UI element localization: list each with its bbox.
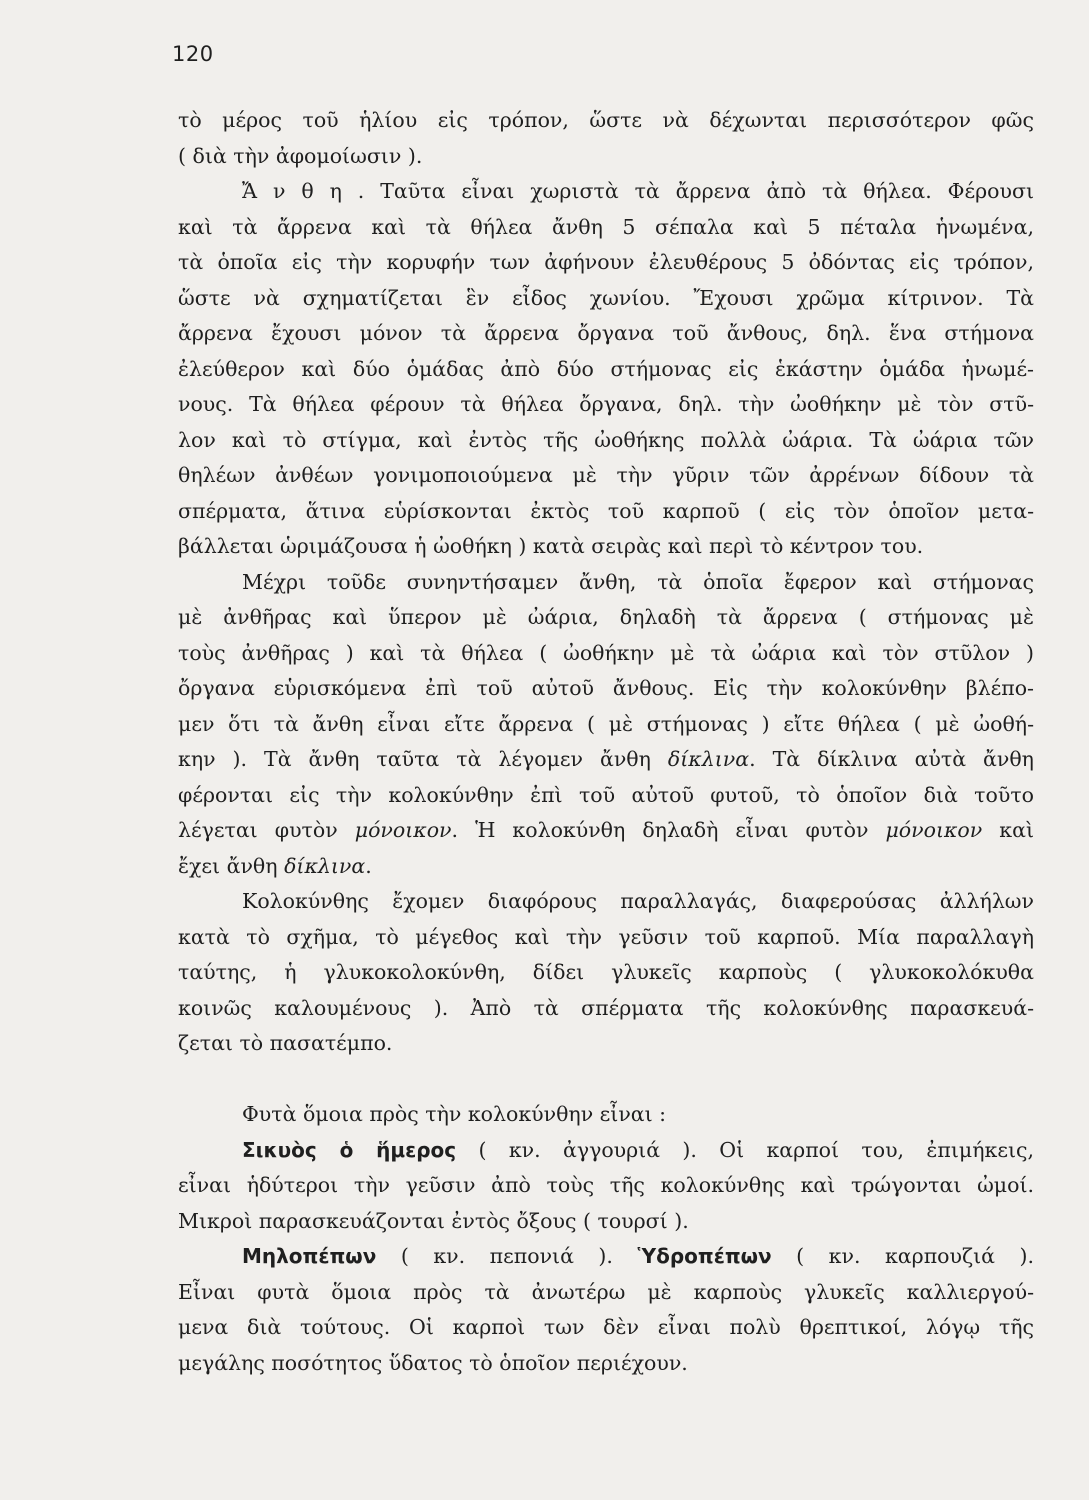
text-line: Φυτὰ ὅμοια πρὸς τὴν κολοκύνθην εἶναι : bbox=[242, 1102, 667, 1126]
bold-term: Μηλοπέπων bbox=[242, 1244, 377, 1268]
text-line: καὶ τὰ ἄρρενα καὶ τὰ θήλεα ἄνθη 5 σέπαλα καὶ 5 πέταλα ἡνωμένα, bbox=[178, 214, 1034, 239]
text-span: . bbox=[365, 853, 372, 878]
text-line: ἄρρενα ἔχουσι μόνον τὰ ἄρρενα ὄργανα τοῦ ἄνθους, δηλ. ἕνα στήμονα bbox=[178, 321, 1034, 345]
text-line: ταύτης, ἡ γλυκοκολοκύνθη, δίδει γλυκεῖς καρποὺς ( γλυκοκολόκυθα bbox=[178, 960, 1034, 984]
text-line: λον καὶ τὸ στίγμα, καὶ ἐντὸς τῆς ὠοθήκης πολλὰ ὠάρια. Τὰ ὠάρια τῶν bbox=[178, 427, 1034, 452]
text-span: ἔχει ἄνθη bbox=[178, 853, 278, 878]
text-line: μεγάλης ποσότητος ὕδατος τὸ ὁποῖον περιέχουν. bbox=[178, 1350, 688, 1375]
text-line: ζεται τὸ πασατέμπο. bbox=[178, 1031, 393, 1055]
text-line: Μέχρι τοῦδε συνηντήσαμεν ἄνθη, τὰ ὁποῖα ἔφερον καὶ στήμονας bbox=[242, 569, 1034, 594]
text-span: κην ). Τὰ ἄνθη ταῦτα τὰ λέγομεν ἄνθη bbox=[178, 747, 651, 771]
text-line: νους. Τὰ θήλεα φέρουν τὰ θήλεα ὄργανα, δηλ. τὴν ὠοθήκην μὲ τὸν στῦ- bbox=[178, 392, 1034, 416]
page-number: 120 bbox=[172, 42, 214, 66]
italic-term: μόνοικον bbox=[354, 818, 452, 842]
text-span: καὶ bbox=[999, 818, 1034, 842]
text-span: ( κν. καρπουζιά ). bbox=[771, 1244, 1034, 1268]
bold-term: Ὑδροπέπων bbox=[637, 1244, 772, 1268]
text-line: τοὺς ἀνθῆρας ) καὶ τὰ θήλεα ( ὠοθήκην μὲ τὰ ὠάρια καὶ τὸν στῦλον ) bbox=[178, 640, 1034, 665]
text-line: βάλλεται ὡριμάζουσα ἡ ὠοθήκη ) κατὰ σειρὰς καὶ περὶ τὸ κέντρον του. bbox=[178, 534, 924, 558]
text-line: ἐλεύθερον καὶ δύο ὁμάδας ἀπὸ δύο στήμονας εἰς ἑκάστην ὁμάδα ἡνωμέ- bbox=[178, 356, 1034, 381]
italic-term: δίκλινα bbox=[667, 747, 750, 771]
text-line: τὸ μέρος τοῦ ἡλίου εἰς τρόπον, ὥστε νὰ δέχωνται περισσότερον φῶς bbox=[178, 108, 1034, 132]
text-line bbox=[178, 742, 1034, 778]
text-line bbox=[178, 849, 1034, 885]
text-line: κατὰ τὸ σχῆμα, τὸ μέγεθος καὶ τὴν γεῦσιν τοῦ καρποῦ. Μία παραλλαγὴ bbox=[178, 924, 1034, 949]
text-line: εἶναι ἡδύτεροι τὴν γεῦσιν ἀπὸ τοὺς τῆς κολοκύνθης καὶ τρώγονται ὠμοί. bbox=[178, 1173, 1034, 1197]
bold-term: Σικυὸς ὁ ἥμερος bbox=[242, 1137, 457, 1162]
text-line: κοινῶς καλουμένους ). Ἀπὸ τὰ σπέρματα τῆς κολοκύνθης παρασκευά- bbox=[178, 995, 1034, 1020]
text-line: μὲ ἀνθῆρας καὶ ὕπερον μὲ ὠάρια, δηλαδὴ τὰ ἄρρενα ( στήμονας μὲ bbox=[178, 605, 1034, 629]
text-line: Ἄ ν θ η . Ταῦτα εἶναι χωριστὰ τὰ ἄρρενα ἀπὸ τὰ θήλεα. Φέρουσι bbox=[242, 179, 1034, 203]
text-line: ὥστε νὰ σχηματίζεται ἓν εἶδος χωνίου. Ἔχουσι χρῶμα κίτρινον. Τὰ bbox=[178, 285, 1034, 310]
italic-term: μόνοικον bbox=[885, 818, 983, 842]
text-line: ὄργανα εὑρισκόμενα ἐπὶ τοῦ αὐτοῦ ἄνθους. Εἰς τὴν κολοκύνθην βλέπο- bbox=[178, 676, 1034, 700]
text-line: μεν ὅτι τὰ ἄνθη εἶναι εἴτε ἄρρενα ( μὲ στήμονας ) εἴτε θήλεα ( μὲ ὠοθή- bbox=[178, 711, 1034, 736]
text-span: λέγεται φυτὸν bbox=[178, 818, 338, 842]
plants-list-block bbox=[178, 1097, 1034, 1381]
text-line: τὰ ὁποῖα εἰς τὴν κορυφήν των ἀφήνουν ἐλευθέρους 5 ὀδόντας εἰς τρόπον, bbox=[178, 250, 1034, 274]
text-line bbox=[178, 1239, 1034, 1275]
text-line: ( διὰ τὴν ἀφομοίωσιν ). bbox=[178, 143, 423, 168]
text-line: θηλέων ἀνθέων γονιμοποιούμενα μὲ τὴν γῦριν τῶν ἀρρένων δίδουν τὰ bbox=[178, 463, 1034, 487]
text-line bbox=[178, 813, 1034, 849]
text-line: μενα διὰ τούτους. Οἱ καρποὶ των δὲν εἶναι πολὺ θρεπτικοί, λόγῳ τῆς bbox=[178, 1315, 1034, 1339]
text-span: . Τὰ δίκλινα αὐτὰ ἄνθη bbox=[749, 747, 1034, 771]
main-text-block bbox=[178, 103, 1034, 1062]
text-line bbox=[178, 1133, 1034, 1169]
text-line: Εἶναι φυτὰ ὅμοια πρὸς τὰ ἀνωτέρω μὲ καρποὺς γλυκεῖς καλλιεργού- bbox=[178, 1279, 1034, 1304]
text-line: φέρονται εἰς τὴν κολοκύνθην ἐπὶ τοῦ αὐτοῦ φυτοῦ, τὸ ὁποῖον διὰ τοῦτο bbox=[178, 782, 1034, 807]
text-span: . Ἡ κολοκύνθη δηλαδὴ εἶναι φυτὸν bbox=[451, 818, 869, 842]
text-line: Μικροὶ παρασκευάζονται ἐντὸς ὄξους ( τουρσί ). bbox=[178, 1208, 689, 1233]
italic-term: δίκλινα bbox=[284, 853, 366, 878]
text-line: σπέρματα, ἅτινα εὑρίσκονται ἐκτὸς τοῦ καρποῦ ( εἰς τὸν ὁποῖον μετα- bbox=[178, 498, 1034, 523]
text-line: Κολοκύνθης ἔχομεν διαφόρους παραλλαγάς, διαφερούσας ἀλλήλων bbox=[242, 889, 1034, 913]
text-span: ( κν. ἀγγουριά ). Οἱ καρποί του, ἐπιμήκεις, bbox=[456, 1137, 1034, 1162]
text-span: ( κν. πεπονιά ). bbox=[376, 1244, 638, 1268]
